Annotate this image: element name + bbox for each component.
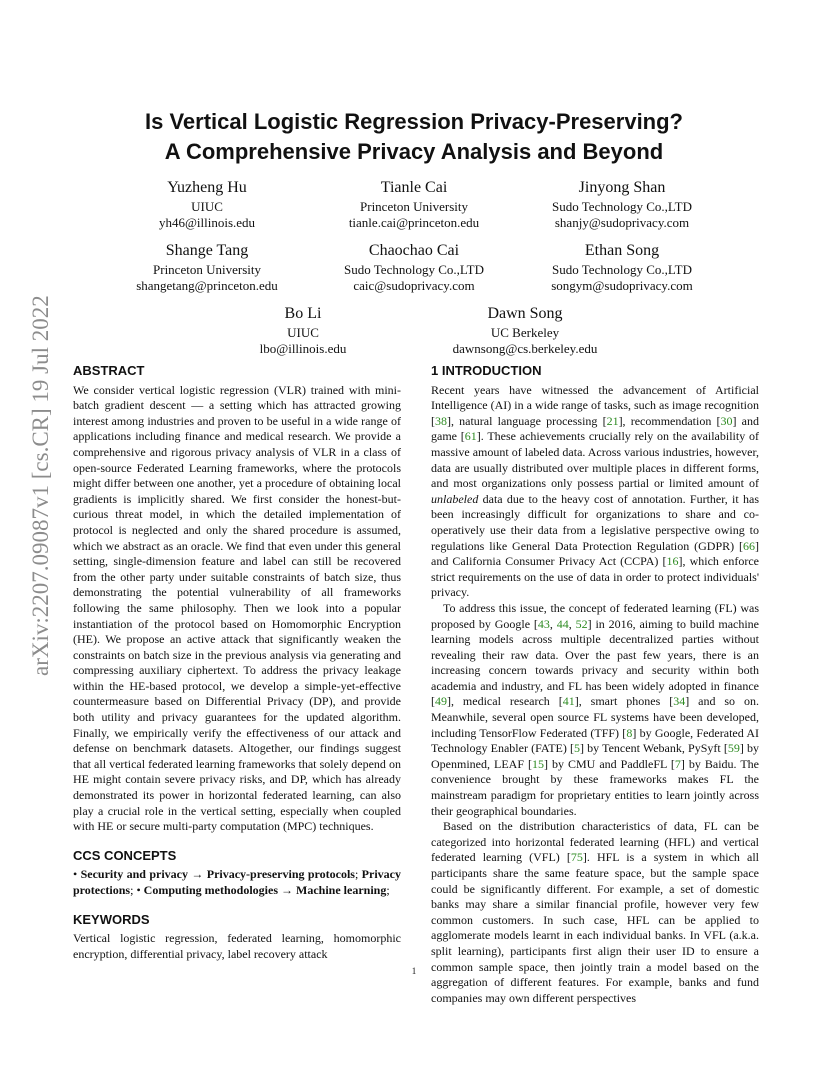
- ccs-heading: CCS CONCEPTS: [73, 847, 177, 863]
- ccs-term: Privacy-preserving protocols: [206, 867, 355, 882]
- title-line-1: Is Vertical Logistic Regression Privacy-Preserving?: [144, 109, 683, 134]
- text: ] and game [: [431, 413, 759, 444]
- author-affiliation: Sudo Technology Co.,LTD: [344, 262, 484, 277]
- citation-link[interactable]: 44: [556, 616, 569, 631]
- author-affiliation: UC Berkeley: [490, 325, 560, 340]
- abstract-heading: ABSTRACT: [73, 363, 145, 378]
- author-email: lbo@illinois.edu: [259, 341, 347, 356]
- keywords-heading: KEYWORDS: [73, 911, 150, 927]
- ccs-term: Privacy protections: [73, 867, 401, 897]
- text: Recent years have witnessed the advancement of Artificial Intelligence (AI) in a wide range of tasks, such as image recognition [: [431, 382, 759, 428]
- citation-link[interactable]: 34: [673, 694, 686, 709]
- author-block: [294, 177, 534, 231]
- author-email: tianle.cai@princeton.edu: [348, 215, 480, 230]
- author-block: [405, 303, 645, 357]
- title-line-2: A Comprehensive Privacy Analysis and Beyond: [164, 139, 664, 164]
- ccs-arrow: →: [187, 867, 207, 882]
- author-name: Dawn Song: [487, 305, 563, 322]
- abstract-text: We consider vertical logistic regression (VLR) trained with mini-batch gradient descent — a setting which has attracted growing interest among industries and proven to be useful in a wide range of applications including finance and medical research. We provide a comprehensive and rigorous privacy analysis of VLR in a class of open-source Federated Learning frameworks, where the protocols might differ between one another, yet a procedure of obtaining local gradients is implicitly shared. We first consider the honest-but-curious threat model, in which the detailed implementation of protocol is neglected and only the shared procedure is assumed, which we abstract as an oracle. We find that even under this general setting, single-dimension feature and label can still be recovered from the other party under suitable constraints of batch size, thus demonstrating the potential vulnerability of all frameworks following the same philosophy. Then we look into a popular instantiation of the protocol based on Homomorphic Encryption (HE). We propose an active attack that significantly weaken the constraints on batch size in the previous analysis via generating and compressing auxiliary ciphertext. To address the privacy leakage within the HE-based protocol, we develop a simple-yet-effective countermeasure based on Differential Privacy (DP), and provide both utility and privacy guarantees for the updated algorithm. Finally, we empirically verify the effectiveness of our attack and defense on benchmark datasets. Altogether, our findings suggest that all vertical federated learning frameworks that solely depend on HE might contain severe privacy risks, and DP, which has already demonstrated its power in horizontal federated learning, can also play a crucial role in the vertical setting, especially when coupled with HE or secure multi-party computation (MPC) techniques.: [73, 382, 401, 834]
- left-column: [73, 363, 401, 962]
- text: Based on the distribution characteristics of data, FL can be categorized into horizontal federated learning (HFL) and vertical federated learning (VFL) [: [431, 819, 759, 865]
- citation-link[interactable]: 75: [570, 850, 583, 865]
- author-name: Shange Tang: [165, 242, 249, 259]
- author-affiliation: Princeton University: [360, 199, 468, 214]
- text: ], natural language processing [: [447, 413, 607, 428]
- ccs-end: ;: [386, 883, 390, 897]
- author-affiliation: UIUC: [191, 199, 223, 214]
- text: ], medical research [: [447, 694, 563, 709]
- author-email: shanjy@sudoprivacy.com: [554, 215, 690, 230]
- author-email: shangetang@princeton.edu: [136, 278, 278, 293]
- author-affiliation: Sudo Technology Co.,LTD: [552, 262, 692, 277]
- text: ]. These achievements crucially rely on the availability of massive amount of labeled data. Across various industries, however, data are usually distributed over multiple places in different forms, and most organizations only possess partial or limited amount of: [431, 429, 759, 491]
- emphasis: unlabeled: [431, 491, 479, 506]
- citation-link[interactable]: 61: [464, 429, 477, 444]
- intro-paragraph-2: [431, 601, 759, 819]
- ccs-term: Security and privacy: [80, 867, 188, 882]
- text: ] in 2016, aiming to build machine learning models across multiple decentralized parties without revealing their raw data. Over the past few years, there is an increasing concern towards privacy and security within both academia and industry, and FL has been widely adopted in finance [: [431, 616, 760, 709]
- ccs-arrow: →: [278, 883, 296, 897]
- author-email: songym@sudoprivacy.com: [551, 278, 693, 293]
- text: ] by Baidu. The convenience brought by these frameworks makes FL the mainstream paradigm for proprietary entities to learn jointly across their geographical boundaries.: [431, 756, 759, 818]
- citation-link[interactable]: 41: [562, 694, 575, 709]
- citation-link[interactable]: 30: [720, 413, 733, 428]
- text: ] and California Consumer Privacy Act (CCPA) [: [431, 538, 759, 569]
- ccs-term: Computing methodologies: [143, 883, 278, 897]
- text: ] by Google, Federated AI Technology Enabler (FATE) [: [431, 725, 759, 756]
- text: ,: [549, 616, 557, 631]
- text: ], smart phones [: [574, 694, 674, 709]
- ccs-separator: ;: [354, 867, 362, 882]
- author-block: [183, 303, 423, 357]
- text: To address this issue, the concept of federated learning (FL) was proposed by Google [: [431, 600, 759, 631]
- author-email: yh46@illinois.edu: [158, 215, 256, 230]
- ccs-bullet: •: [73, 867, 81, 882]
- author-name: Bo Li: [284, 305, 322, 322]
- page-number: 1: [411, 966, 417, 976]
- author-name: Chaochao Cai: [368, 242, 460, 259]
- author-block: [502, 177, 742, 231]
- intro-paragraph-3: [431, 819, 759, 1006]
- text: ] by Openmined, LEAF [: [431, 741, 760, 771]
- text: ], which enforce strict requirements on the use of data in order to protect individuals' privacy.: [431, 554, 759, 600]
- author-name: Yuzheng Hu: [167, 179, 247, 196]
- citation-link[interactable]: 59: [727, 741, 740, 756]
- author-name: Ethan Song: [584, 242, 660, 259]
- citation-link[interactable]: 66: [743, 538, 755, 553]
- citation-link[interactable]: 49: [435, 694, 447, 709]
- author-email: caic@sudoprivacy.com: [353, 278, 475, 293]
- paper-title: [0, 107, 828, 167]
- text: ], recommendation [: [618, 413, 721, 428]
- citation-link[interactable]: 21: [606, 413, 619, 428]
- ccs-concepts: [73, 867, 401, 898]
- author-block: [294, 240, 534, 294]
- ccs-separator: ; •: [130, 883, 144, 897]
- citation-link[interactable]: 43: [537, 616, 550, 631]
- author-email: dawnsong@cs.berkeley.edu: [452, 341, 598, 356]
- citation-link[interactable]: 7: [674, 756, 681, 771]
- text: ] by CMU and PaddleFL [: [544, 756, 675, 771]
- citation-link[interactable]: 52: [575, 616, 588, 631]
- author-affiliation: Princeton University: [153, 262, 261, 277]
- citation-link[interactable]: 8: [626, 725, 633, 740]
- author-name: Jinyong Shan: [578, 179, 666, 196]
- right-column: [431, 363, 759, 1006]
- intro-heading: 1 INTRODUCTION: [431, 363, 542, 378]
- ccs-term: Machine learning: [296, 883, 387, 897]
- arxiv-stamp: arXiv:2207.09087v1 [cs.CR] 19 Jul 2022: [28, 295, 53, 676]
- intro-paragraph-1: [431, 383, 759, 601]
- author-block: [502, 240, 742, 294]
- author-block: [87, 240, 327, 294]
- text: data due to the heavy cost of annotation. Further, it has been increasingly difficult for organizations to share and co-operatively use their data from a legislative perspective owing to regulations like General Data Protection Regulation (GDPR) [: [431, 491, 759, 553]
- author-affiliation: Sudo Technology Co.,LTD: [552, 199, 692, 214]
- citation-link[interactable]: 5: [574, 741, 581, 756]
- text: ] by Tencent Webank, PySyft [: [580, 741, 728, 756]
- author-affiliation: UIUC: [287, 325, 319, 340]
- citation-link[interactable]: 16: [666, 554, 679, 569]
- citation-link[interactable]: 38: [435, 413, 447, 428]
- author-block: [87, 177, 327, 231]
- citation-link[interactable]: 15: [532, 756, 544, 771]
- text: ] and so on. Meanwhile, several open source FL systems have been developed, including TensorFlow Federated (TFF) [: [431, 694, 759, 740]
- text: ,: [568, 616, 576, 631]
- text: ]. HFL is a system in which all participants share the same feature space, but the sample space could be significantly different. For example, a set of domestic banks may share a similar financial profile, however very few common customers. In such case, HFL can be applied to agglomerate models learnt in each individual banks. In VFL (a.k.a. split learning), participants first align their user ID to ensure a common sample space, then jointly train a model based on the aggregation of different features. For example, banks and fund companies may own different perspectives: [431, 850, 759, 1005]
- author-name: Tianle Cai: [380, 179, 448, 196]
- keywords-text: Vertical logistic regression, federated learning, homomorphic encryption, differential privacy, label recovery attack: [73, 931, 401, 961]
